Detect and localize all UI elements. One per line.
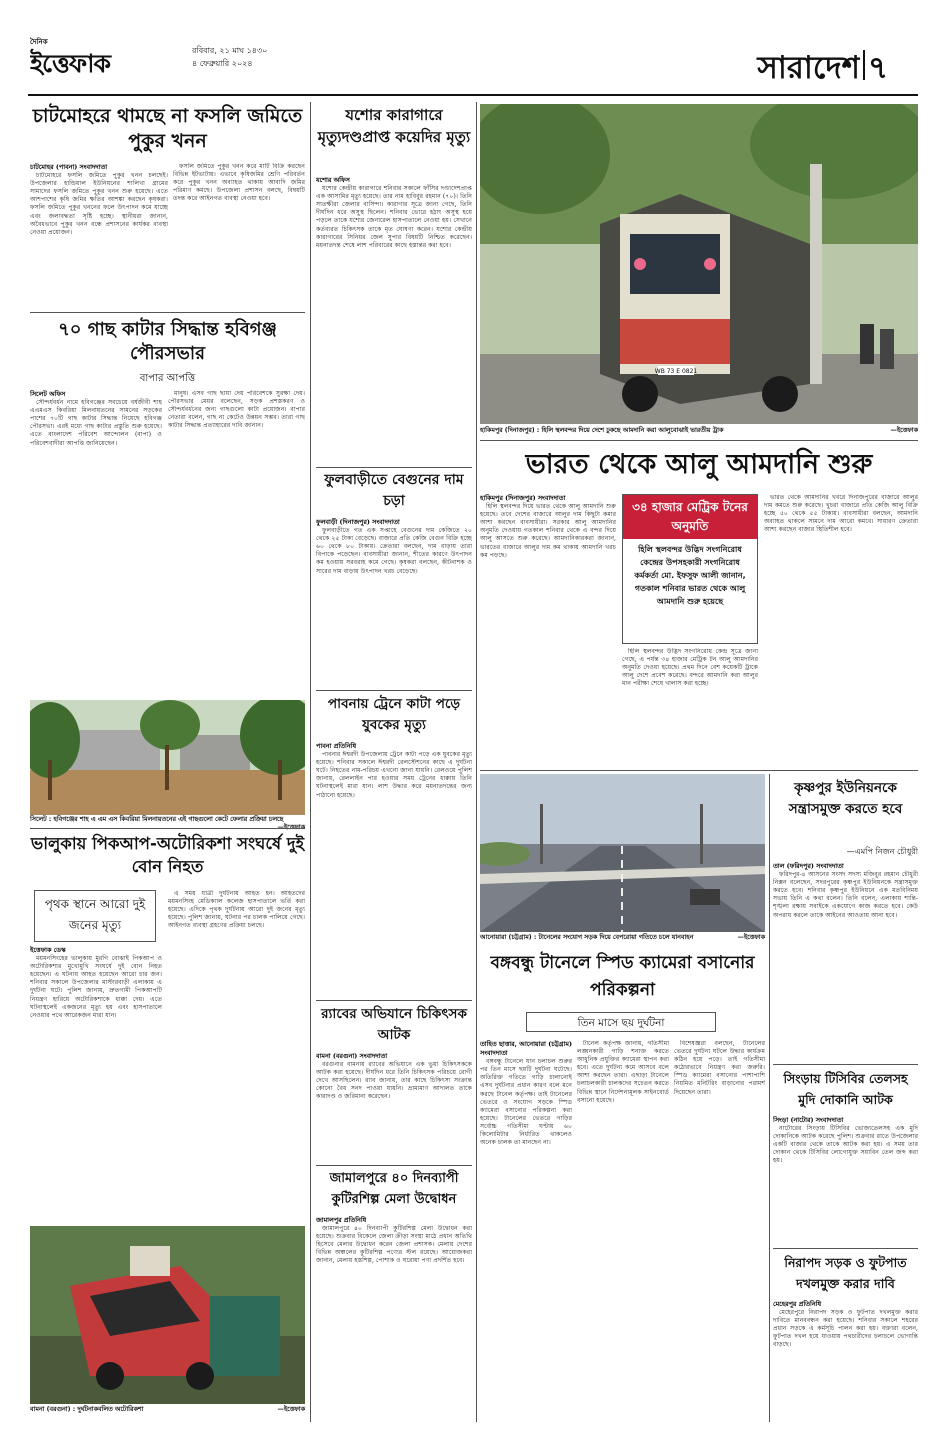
headline-krishnapur[interactable]: কৃষ্ণপুর ইউনিয়নকে সন্ত্রাসমুক্ত করতে হবে <box>788 780 903 817</box>
caption-text: সিলেট : হবিগঞ্জের শাহ এ এম এস কিবরিয়া মিলনায়তনের এই গাছগুলো কেটে ফেলার প্রক্রিয়া চলছে <box>30 816 284 823</box>
headline-pabna[interactable]: পাবনায় ট্রেনে কাটা পড়ে যুবকের মৃত্যু <box>327 696 461 733</box>
article-tunnel-col2 <box>577 1040 669 1420</box>
photo-trees-habiganj[interactable] <box>30 700 305 815</box>
caption-habiganj <box>30 816 305 826</box>
byline: চাটমোহর (পাবনা) সংবাদদাতা <box>30 163 108 171</box>
article-body: চাটমোহরে ফসলি জমিতে পুকুর খনন চলছেই। উপজেলার হান্ডিয়াল ইউনিয়নের শালিখা গ্রামের সামাদের ফসলি জমিতে পুকুর খনন শুরু হয়েছে। এতে আশপাশের কৃষি জমির ক্ষতির আশঙ্কা করছেন কৃষকরা। ফসলি জমিতে পুকুর খননের ফলে উৎপাদন কমে যাচ্ছে এবং জলাবদ্ধতা সৃষ্টি হচ্ছে। স্থানীয়রা জানান, অবৈধভাবে পুকুর খনন বন্ধে প্রশাসনের কার্যকর ব্যবস্থা নেওয়া প্রয়োজন। <box>30 172 168 236</box>
truck-plate-text: WB 73 E 0821 <box>654 368 698 375</box>
article-singra <box>773 1116 918 1246</box>
headline-singra[interactable]: সিংড়ায় টিসিবির তেলসহ মুদি দোকানি আটক <box>783 1071 908 1107</box>
article-rab <box>316 1052 472 1162</box>
article-meherpur <box>773 1300 918 1420</box>
article-body: জামালপুরে ৪০ দিনব্যাপী কুটিরশিল্প মেলা উদ্বোধন করা হয়েছে। শুক্রবার বিকেলে জেলা ক্রীড়া সংস্থা মাঠে প্রধান অতিথি হিসেবে মেলার উদ্বোধন করেন জেলা প্রশাসক। মেলায় দেশের বিভিন্ন অঞ্চলের কুটিরশিল্প পণ্যের স্টল রয়েছে। আয়োজকরা জানান, মেলায় হস্তশিল্প, পোশাক ও ঘরোয়া পণ্য প্রদর্শিত হবে। <box>316 1225 472 1265</box>
photo-tunnel-road[interactable] <box>480 774 765 932</box>
photo-potato-truck[interactable] <box>480 104 918 424</box>
caption-text: বামনা (বরগুনা) : দুর্ঘটনাকবলিত অটোরিকশা <box>30 1406 144 1413</box>
highlight-box-title: ৩৪ হাজার মেট্রিক টনের অনুমতি <box>623 495 757 539</box>
article-habiganj-col2 <box>168 390 305 695</box>
article-body: বিশেষজ্ঞরা বলছেন, টানেলের ভেতরে দুর্ঘটনা ঘটলে উদ্ধার কার্যক্রম কঠিন হয়ে পড়ে। তাই গতিসীমা কঠোরভাবে নিয়ন্ত্রণ করা জরুরি। স্পিড ক্যামেরা বসানোর পাশাপাশি নিয়মিত মনিটরিং বাড়ানোর পরামর্শ দিয়েছেন তারা। <box>674 1040 765 1096</box>
byline: ফুলবাড়ী (দিনাজপুর) সংবাদদাতা <box>316 518 400 526</box>
subhead-tunnel <box>526 1012 716 1032</box>
headline-meherpur[interactable]: নিরাপদ সড়ক ও ফুটপাত দখলমুক্ত করার দাবি <box>784 1255 907 1291</box>
trees-photo-illustration <box>30 700 305 815</box>
masthead-rule <box>28 94 918 96</box>
article-potato-col2 <box>622 648 758 769</box>
byline: যশোর অফিস <box>316 176 350 184</box>
article-body: ফসলি জমিতে পুকুর খনন করে মাটি বিক্রি করছেন বিভিন্ন ইটভাটায়। এভাবে কৃষিজমির শ্রেণি পরিবর্তন করে পুকুর খনন অব্যাহত থাকায় আবাদি জমির পরিমাণ কমছে। উপজেলা প্রশাসন বলছে, বিষয়টি তদন্ত করে আইনগত ব্যবস্থা নেওয়া হবে। <box>173 163 305 203</box>
article-potato-col3 <box>764 494 918 769</box>
article-jessore <box>316 176 472 464</box>
truck-photo-illustration <box>480 104 918 424</box>
article-body: এ সময় যাত্রী দুর্ঘটনায় আহত হন। আহতদের ময়মনসিংহ মেডিক্যাল কলেজ হাসপাতালে ভর্তি করা হয়েছে। এদিকে পৃথক দুর্ঘটনায় আরো দুই জনের মৃত্যু হয়েছে। পুলিশ জানায়, ঘটনার পর চালক পালিয়ে গেছে। আইনগত ব্যবস্থা গ্রহণের প্রক্রিয়া চলছে। <box>168 890 305 930</box>
caption-text: হাকিমপুর (দিনাজপুর) : হিলি স্থলবন্দর দিয়ে দেশে ঢুকছে আমদানি করা আলুবোঝাই ভারতীয় ট্রাক <box>480 427 724 434</box>
article-body: হিলি স্থলবন্দর উদ্ভিদ সংগনিরোধ কেন্দ্র সূত্রে জানা গেছে, এ পর্যন্ত ৩৪ হাজার মেট্রিক টন আলু আমদানির অনুমতি দেওয়া হয়েছে। প্রথম দিনে বেশ কয়েকটি ট্রাকে আলু দেশে প্রবেশ করেছে। বন্দরে আমদানি করা আলুর মান পরীক্ষা শেষে খালাস করা হচ্ছে। <box>622 648 758 688</box>
byline: ইত্তেফাক ডেস্ক <box>30 946 66 954</box>
date-block <box>192 44 332 84</box>
article-chatmohar-col1 <box>30 163 168 308</box>
subhead-box-bhaluka <box>34 890 156 942</box>
article-body: পাবনার ঈশ্বরদী উপজেলায় ট্রেনে কাটা পড়ে এক যুবকের মৃত্যু হয়েছে। শনিবার সকালে ঈশ্বরদী রেলস্টেশনের কাছে এ দুর্ঘটনা ঘটে। নিহতের নাম-পরিচয় এখনো জানা যায়নি। রেলওয়ে পুলিশ জানায়, রেললাইন পার হওয়ার সময় ট্রেনের ধাক্কায় তিনি ঘটনাস্থলেই মারা যান। লাশ উদ্ধার করে ময়নাতদন্তের জন্য পাঠানো হয়েছে। <box>316 751 472 799</box>
logo-main-text: ইত্তেফাক <box>30 49 110 78</box>
article-body: মানুষ। এসব গাছ ছায়া দেয় পরিবেশকে সুরক্ষা দেয়। পৌরসভার মেয়র বলেছেন, সড়ক প্রশস্তকরণ ও সৌন্দর্যবর্ধনের জন্য গাছগুলো কাটা প্রয়োজন। বাপার নেতারা বলেন, গাছ না কেটেও উন্নয়ন সম্ভব। তারা গাছ কাটার সিদ্ধান্ত প্রত্যাহারের দাবি জানান। <box>168 390 305 430</box>
article-bhaluka-col2 <box>168 890 305 1222</box>
caption-bhaluka <box>30 1406 305 1416</box>
article-body: যশোর কেন্দ্রীয় কারাগারে শনিবার সকালে ফাঁসির দণ্ডাদেশপ্রাপ্ত এক আসামির মৃত্যু হয়েছে। তার নাম হাবিবুর রহমান (৭০)। তিনি সাতক্ষীরা জেলার বাসিন্দা। কারাগার সূত্রে জানা গেছে, তিনি দীর্ঘদিন ধরে অসুস্থ ছিলেন। শনিবার ভোরে হঠাৎ অসুস্থ হয়ে পড়লে তাকে যশোর জেনারেল হাসপাতালে নেওয়া হয়। সেখানে কর্তব্যরত চিকিৎসক তাকে মৃত ঘোষণা করেন। যশোর কেন্দ্রীয় কারাগারের সিনিয়র জেল সুপার বিষয়টি নিশ্চিত করেছেন। ময়নাতদন্ত শেষে লাশ পরিবারের কাছে হস্তান্তর করা হবে। <box>316 185 472 249</box>
headline-habiganj[interactable]: ৭০ গাছ কাটার সিদ্ধান্ত হবিগঞ্জ পৌরসভার <box>58 319 277 364</box>
byline: পাবনা প্রতিনিধি <box>316 742 357 750</box>
article-body: ময়মনসিংহের ভালুকায় মুরগি বোঝাই পিকআপ ও অটোরিকশার মুখোমুখি সংঘর্ষে দুই বোন নিহত হয়েছেন। এ ঘটনায় আহত হয়েছেন আরো চার জন। শনিবার সকালে উপজেলার মাস্টারবাড়ী এলাকায় এ দুর্ঘটনা ঘটে। পুলিশ জানায়, দ্রুতগামী পিকআপটি নিয়ন্ত্রণ হারিয়ে অটোরিকশাকে ধাক্কা দেয়। এতে ঘটনাস্থলেই একজনের মৃত্যু হয় এবং হাসপাতালে নেওয়ার পথে আরেকজন মারা যান। <box>30 955 162 1019</box>
newspaper-logo[interactable] <box>30 36 150 78</box>
photo-credit: —ইত্তেফাক <box>890 427 918 434</box>
caption-tunnel <box>480 934 765 944</box>
byline: তাহিত ছাত্তার, আনোয়ারা (চট্টগ্রাম) সংবাদদাতা <box>480 1040 572 1058</box>
highlight-box-body: হিলি স্থলবন্দর উদ্ভিদ সংগনিরোধ কেন্দ্রের উপসহকারী সংগনিরোধ কর্মকর্তা মো. ইফসুফ আলী জানান, গতকাল শনিবার ভারত থেকে আলু আমদানি শুরু হয়েছে <box>634 545 746 606</box>
article-body: ফুলবাড়ীতে গত এক সপ্তাহে বেগুনের দাম কেজিতে ২০ থেকে ২৫ টাকা বেড়েছে। বাজারে প্রতি কেজি বেগুন বিক্রি হচ্ছে ৬০ থেকে ৮০ টাকায়। ক্রেতারা বলছেন, দাম বাড়ায় তারা বিপাকে পড়েছেন। ব্যবসায়ীরা জানান, শীতের কারণে উৎপাদন কম হওয়ায় সরবরাহ কমে গেছে। কৃষকরা বলছেন, কীটনাশক ও সারের দাম বাড়ায় উৎপাদন খরচ বেড়েছে। <box>316 527 472 575</box>
article-pabna <box>316 742 472 912</box>
headline-potato-import[interactable]: ভারত থেকে আলু আমদানি শুরু <box>525 449 873 480</box>
section-title: সারাদেশ <box>757 50 860 86</box>
headline-chatmohar[interactable]: চাটমোহরে থামছে না ফসলি জমিতে পুকুর খনন <box>32 105 303 152</box>
krishnapur-author: —এমপি নিজন চৌধুরী <box>846 847 918 856</box>
subheadline-bhaluka: পৃথক স্থানে আরো দুই জনের মৃত্যু <box>44 897 146 932</box>
article-tunnel-col1 <box>480 1040 572 1420</box>
headline-rab[interactable]: র‍্যাবের অভিযানে চিকিৎসক আটক <box>321 1006 467 1043</box>
headline-jamalpur[interactable]: জামালপুরে ৪০ দিনব্যাপী কুটিরশিল্প মেলা উদ্বোধন <box>329 1171 459 1207</box>
article-habiganj-col1 <box>30 390 162 695</box>
photo-autorickshaw[interactable] <box>30 1226 305 1404</box>
byline: মেহেরপুর প্রতিনিধি <box>773 1300 822 1308</box>
logo-small-text: দৈনিক <box>30 37 48 46</box>
masthead <box>0 0 945 100</box>
date-line-weekday: রবিবার, ২১ মাঘ ১৪৩০ <box>192 46 268 55</box>
subheadline-habiganj: বাপার আপত্তি <box>139 373 196 384</box>
byline: তাল (ফরিদপুর) সংবাদদাতা <box>773 862 844 870</box>
article-jamalpur <box>316 1216 472 1416</box>
article-bhaluka-col1 <box>30 946 162 1222</box>
article-body: হিলি স্থলবন্দর দিয়ে ভারত থেকে আলু আমদানি শুরু হয়েছে। তবে দেশের বাজারে আলুর দাম কিছুটা কমার আশা করছেন ব্যবসায়ীরা। সরকার আলু আমদানির অনুমতি দেওয়ায় গতকাল শনিবার থেকে এ বন্দর দিয়ে আলু আসতে শুরু করেছে। আমদানিকারকরা জানান, ভারতের বাজারে আলুর দাম কম থাকায় আমদানি খরচ কম পড়ছে। <box>480 503 616 559</box>
byline: বামনা (বরগুনা) সংবাদদাতা <box>316 1052 388 1060</box>
article-body: ফরিদপুর-৪ আসনের সংসদ সদস্য মজিবুর রহমান চৌধুরী নিক্সন বলেছেন, সদরপুরের কৃষ্ণপুর ইউনিয়নকে সন্ত্রাসমুক্ত করতে হবে। শনিবার কৃষ্ণপুর ইউনিয়নে এক মতবিনিময় সভায় তিনি এ কথা বলেন। তিনি বলেন, এলাকায় শান্তি-শৃঙ্খলা রক্ষায় সবাইকে একযোগে কাজ করতে হবে। কেউ অপরাধ করলে তাকে আইনের আওতায় আনা হবে। <box>773 871 918 919</box>
headline-tunnel[interactable]: বঙ্গবন্ধু টানেলে স্পিড ক্যামেরা বসানোর পরিকল্পনা <box>490 953 755 1000</box>
article-body: বঙ্গবন্ধু টানেলে যান চলাচল শুরুর পর তিন মাসে ছয়টি দুর্ঘটনা ঘটেছে। অতিরিক্ত গতিতে গাড়ি চালানোই এসব দুর্ঘটনার প্রধান কারণ বলে মনে করছে টানেল কর্তৃপক্ষ। তাই টানেলের ভেতরে ও সংযোগ সড়কে স্পিড ক্যামেরা বসানোর পরিকল্পনা করা হয়েছে। টানেলের ভেতরে গাড়ির সর্বোচ্চ গতিসীমা ঘণ্টায় ৬০ কিলোমিটার নির্ধারিত থাকলেও অনেক চালক তা মানছেন না। <box>480 1058 572 1147</box>
headline-fulbari[interactable]: ফুলবাড়ীতে বেগুনের দাম চড়া <box>324 472 464 509</box>
page-number: ৭ <box>868 50 889 86</box>
article-chatmohar-col2 <box>173 163 305 308</box>
byline: জামালপুর প্রতিনিধি <box>316 1216 367 1224</box>
byline: সিলেট অফিস <box>30 390 66 398</box>
caption-truck <box>480 427 918 437</box>
photo-credit: —ইত্তেফাক <box>277 1406 305 1413</box>
article-tunnel-col3 <box>674 1040 765 1420</box>
date-line-gregorian: ৪ ফেব্রুয়ারি ২০২৪ <box>192 59 253 68</box>
tunnel-road-photo-illustration <box>480 774 765 932</box>
article-body: বরগুনার বামনায় র‍্যাবের অভিযানে এক ভুয়া চিকিৎসককে আটক করা হয়েছে। দীর্ঘদিন ধরে তিনি চিকিৎসক পরিচয়ে রোগী দেখে আসছিলেন। র‍্যাব জানায়, তার কাছে চিকিৎসা সংক্রান্ত কোনো বৈধ সনদ পাওয়া যায়নি। ভ্রাম্যমাণ আদালত তাকে কারাদণ্ড ও জরিমানা করেছেন। <box>316 1061 472 1101</box>
photo-credit: —ইত্তেফাক <box>737 934 765 941</box>
headline-jessore[interactable]: যশোর কারাগারে মৃত্যুদণ্ডপ্রাপ্ত কয়েদির মৃত্যু <box>317 106 471 146</box>
article-fulbari <box>316 518 472 688</box>
article-body: নাটোরের সিংড়ায় টিসিবির ভোজ্যতেলসহ এক মুদি দোকানিকে আটক করেছে পুলিশ। শুক্রবার রাতে উপজেলার একটি বাজার থেকে তাকে আটক করা হয়। এ সময় তার দোকান থেকে টিসিবির লোগোযুক্ত সয়াবিন তেল জব্দ করা হয়। <box>773 1125 918 1165</box>
masthead-divider <box>863 50 865 80</box>
autorickshaw-photo-illustration <box>30 1226 305 1404</box>
article-body: টানেল কর্তৃপক্ষ জানায়, গতিসীমা লঙ্ঘনকারী গাড়ি শনাক্ত করতে আধুনিক প্রযুক্তির ক্যামেরা স্থাপন করা হবে। এতে দুর্ঘটনা কমে আসবে বলে আশা করছেন তারা। এছাড়া টানেলে চলাচলকারী চালকদের সচেতন করতে বিভিন্ন স্থানে নির্দেশনামূলক সাইনবোর্ড বসানো হয়েছে। <box>577 1040 669 1104</box>
caption-text: আনোয়ারা (চট্টগ্রাম) : টানেলের সংযোগ সড়ক দিয়ে বেপরোয়া গতিতে চলে যানবাহন <box>480 934 694 941</box>
byline: সিংড়া (নাটোর) সংবাদদাতা <box>773 1116 844 1124</box>
article-krishnapur <box>773 862 918 1062</box>
headline-bhaluka[interactable]: ভালুকায় পিকআপ-অটোরিকশা সংঘর্ষে দুই বোন নিহত <box>30 834 305 876</box>
article-body: ভারত থেকে আমদানির খবরে দিনাজপুরের বাজারে আলুর দাম কমতে শুরু করেছে। খুচরা বাজারে প্রতি কেজি আলু বিক্রি হচ্ছে ৫০ থেকে ৫৫ টাকায়। ব্যবসায়ীরা বলছেন, আমদানি অব্যাহত থাকলে সামনে দাম আরো কমবে। সাধারণ ক্রেতারা আশা করছেন বাজার স্থিতিশীল হবে। <box>764 494 918 534</box>
article-body: মেহেরপুরে নিরাপদ সড়ক ও ফুটপাত দখলমুক্ত করার দাবিতে মানববন্ধন করা হয়েছে। শনিবার সকালে শহরের প্রধান সড়কে এ কর্মসূচি পালন করা হয়। বক্তারা বলেন, ফুটপাত দখল হয়ে যাওয়ায় পথচারীদের চলাচলে ভোগান্তি বাড়ছে। <box>773 1309 918 1349</box>
highlight-box-potato <box>622 494 758 644</box>
byline: হাকিমপুর (দিনাজপুর) সংবাদদাতা <box>480 494 566 502</box>
article-potato-col1 <box>480 494 616 769</box>
subheadline-tunnel: তিন মাসে ছয় দুর্ঘটনা <box>577 1017 665 1029</box>
article-body: সৌন্দর্যবর্ধন নামে হবিগঞ্জের সবচেয়ে বর্ষজীবী শাহ এএমএস কিবরিয়া মিলনায়তনের সামনের সড়কের পাশের ৭০টি গাছ কাটার সিদ্ধান্ত নিয়েছে হবিগঞ্জ পৌরসভা। এরই মধ্যে গাছ কাটার প্রস্তুতি শুরু হয়েছে। এতে বাংলাদেশ পরিবেশ আন্দোলন (বাপা) ও পরিবেশবাদীরা আপত্তি জানিয়েছেন। <box>30 399 162 447</box>
